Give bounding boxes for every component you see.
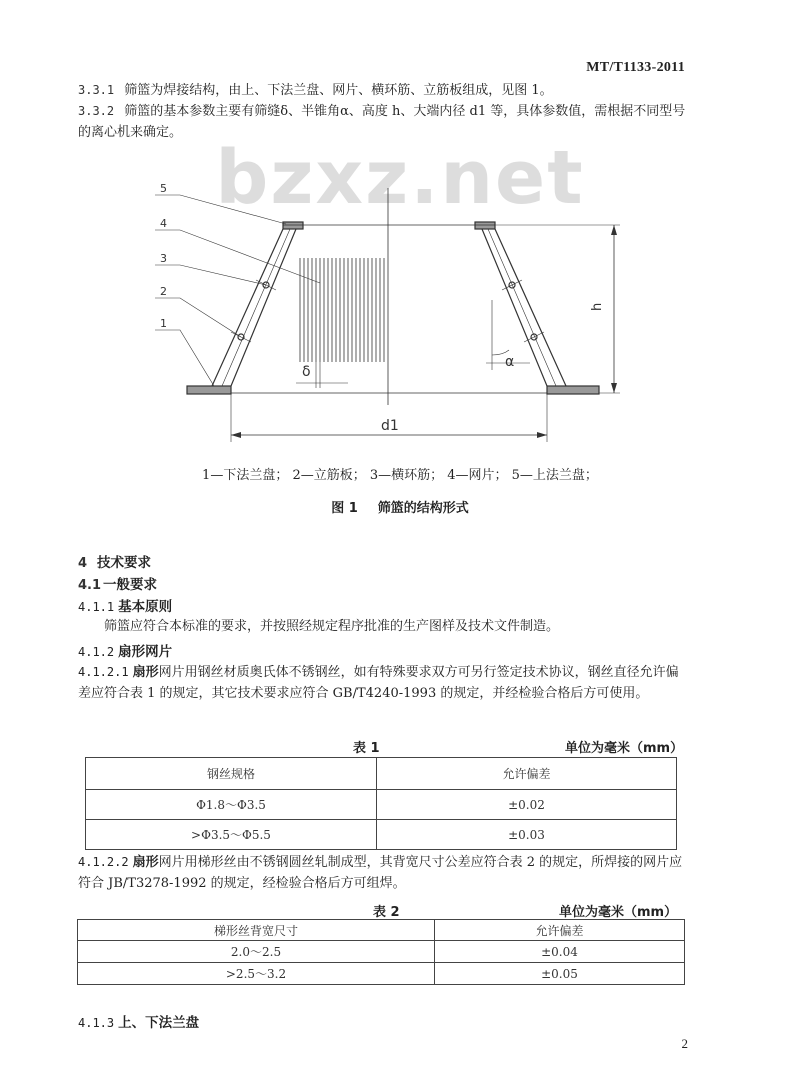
table-row [86,790,677,820]
lower-flange-right [547,386,599,394]
callout-5-leader [155,195,286,224]
table-row [78,963,685,985]
h-label: h [590,302,605,311]
clause-text: 网片用钢丝材质奥氏体不锈钢丝，如有特殊要求双方可另行签定技术协议，钢丝直径允许偏差应符合表 1 的规定，其它技术要求应符合 GB/T4240-1993 的规定，并经检验合格后方可使用。 [78,665,679,701]
clause-text: 网片用梯形丝由不锈钢圆丝轧制成型，其背宽尺寸公差应符合表 2 的规定，所焊接的网片应符合 JB/T3278-1992 的规定，经检验合格后方可组焊。 [78,855,683,891]
table-1 [85,757,677,850]
section-number: 4.1.1 [78,600,115,614]
table-header-row [86,758,677,790]
figure-caption-text: 筛篮的结构形式 [377,501,469,516]
table-cell: ±0.03 [377,820,677,850]
table-1-unit: 单位为毫米（mm） [565,741,684,756]
section-4-heading [78,551,151,571]
clause-number: 4.1.2.2 [78,855,129,869]
clause-4-1-1-text: 筛篮应符合本标准的要求，并按照经规定程序批准的生产图样及技术文件制造。 [104,619,560,634]
callout-4-leader [155,230,320,283]
clause-number: 3.3.2 [78,104,115,118]
watermark: bzxz.net [215,135,585,221]
clause-text: 筛篮为焊接结构，由上、下法兰盘、网片、横环筋、立筋板组成，见图 1。 [124,83,553,98]
section-4-1-heading [78,573,157,593]
section-number: 4 [78,556,88,571]
table-cell: >2.5～3.2 [78,963,435,985]
lower-flange-left [187,386,231,394]
figure-caption-number: 图 1 [331,501,358,516]
table-cell: ±0.02 [377,790,677,820]
upper-flange-right [475,222,495,229]
wall-left-outer [212,229,283,386]
alpha-label: α [505,354,515,370]
clause-number: 4.1.2.1 [78,665,129,679]
wall-left-rib [222,229,290,386]
section-title: 一般要求 [103,577,158,593]
callout-1-leader [155,330,214,386]
table-cell: Φ1.8～Φ3.5 [86,790,377,820]
standard-number: MT/T1133-2011 [586,60,685,75]
clause-4-1-2-1 [78,662,688,704]
wall-left-inner [231,229,296,386]
mesh-panel [300,258,384,362]
table-row [86,820,677,850]
section-title: 基本原则 [118,599,173,615]
section-title: 技术要求 [97,555,152,571]
callout-3: 3 [160,252,167,265]
section-title: 扇形网片 [118,644,173,660]
table-header-cell: 允许偏差 [435,920,685,941]
table-2-caption: 表 2 [373,905,400,920]
table-2 [77,919,685,985]
upper-flange-left [283,222,303,229]
table-header-cell: 允许偏差 [377,758,677,790]
table-header-cell: 梯形丝背宽尺寸 [78,920,435,941]
clause-4-1-2-2 [78,852,688,894]
section-4-1-2-heading [78,640,172,660]
figure-1-drawing [0,180,800,450]
section-4-1-3-heading [78,1011,199,1031]
wall-right-rib [488,229,556,386]
callout-4: 4 [160,217,167,230]
callout-3-leader [155,265,266,285]
section-number: 4.1.2 [78,645,115,659]
delta-label: δ [302,364,311,380]
callout-5: 5 [160,182,167,195]
table-cell: 2.0～2.5 [78,941,435,963]
table-header-row [78,920,685,941]
table-1-caption: 表 1 [353,741,380,756]
callout-1: 1 [160,317,167,330]
clause-number: 3.3.1 [78,83,115,97]
section-4-1-1-heading [78,595,172,615]
table-row [78,941,685,963]
clause-lead: 扇形 [132,855,159,870]
table-cell: ±0.05 [435,963,685,985]
section-title: 上、下法兰盘 [118,1015,200,1031]
table-header-cell: 钢丝规格 [86,758,377,790]
page-number: 2 [681,1036,688,1051]
section-number: 4.1.3 [78,1016,115,1030]
table-2-unit: 单位为毫米（mm） [559,905,678,920]
figure-caption [0,497,800,516]
d1-label: d1 [381,418,399,434]
clause-3-3-1 [78,80,688,101]
clause-text: 筛篮的基本参数主要有筛缝δ、半锥角α、高度 h、大端内径 d1 等，具体参数值，需根据不同型号的离心机来确定。 [78,104,686,140]
section-number: 4.1 [78,578,102,593]
callout-2-leader [155,298,241,337]
clause-lead: 扇形 [132,665,159,680]
table-cell: >Φ3.5～Φ5.5 [86,820,377,850]
table-cell: ±0.04 [435,941,685,963]
callout-2: 2 [160,285,167,298]
figure-legend: 1—下法兰盘； 2—立筋板； 3—横环筋； 4—网片； 5—上法兰盘； [202,468,598,483]
